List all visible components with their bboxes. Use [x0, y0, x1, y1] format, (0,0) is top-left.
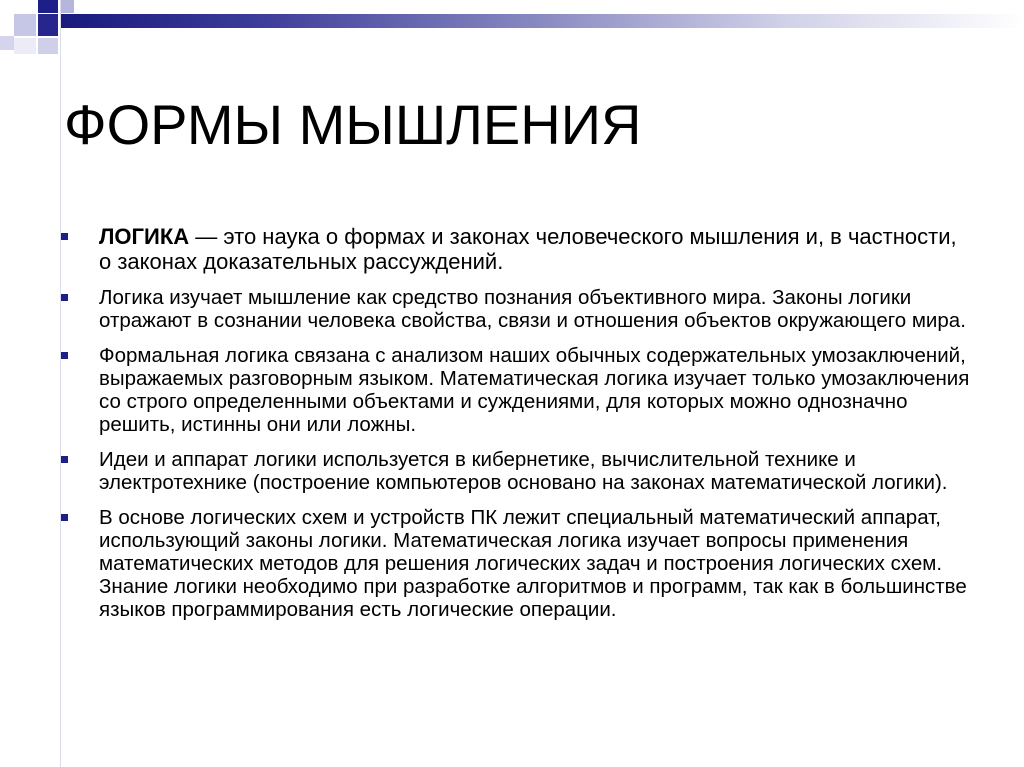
bullet-text: Идеи и аппарат логики используется в кибернетике, вычислительной технике и электротехнике (построение компьютеров основано на законах математической логики). [99, 448, 948, 494]
square-bullet-icon [61, 352, 68, 359]
bullet-item [60, 344, 970, 436]
square-bullet-icon [61, 233, 68, 240]
header-gradient-bar [60, 14, 1024, 28]
bullet-text: — это наука о формах и законах человеческого мышления и, в частности, о законах доказательных рассуждений. [99, 224, 957, 274]
square-bullet-icon [61, 514, 68, 521]
decor-square [0, 36, 14, 50]
bullet-item [60, 448, 970, 494]
square-bullet-icon [61, 294, 68, 301]
bullet-text: В основе логических схем и устройств ПК лежит специальный математический аппарат, использующий законы логики. Математическая логика изучает вопросы применения математических методов для решения логических задач и построения логических схем. Знание логики необходимо при разработке алгоритмов и программ, так как в большинстве языков программирования есть логические операции. [99, 506, 967, 621]
bullet-text: Формальная логика связана с анализом наших обычных содержательных умозаключений, выражаемых разговорным языком. Математическая логика изучает только умозаключения со строго определенными объектами и суждениями, для которых можно однозначно решить, истинны они или ложны. [99, 344, 970, 436]
decor-square [14, 38, 36, 54]
bullet-list [60, 224, 970, 633]
decor-square [38, 0, 58, 13]
bullet-item [60, 286, 970, 332]
slide-title: ФОРМЫ МЫШЛЕНИЯ [64, 93, 642, 156]
bullet-term: ЛОГИКА [99, 224, 190, 249]
decor-square [14, 14, 36, 36]
bullet-item [60, 506, 970, 621]
decor-square [38, 38, 58, 54]
decor-square [60, 0, 74, 13]
decor-square [38, 14, 58, 36]
bullet-text: Логика изучает мышление как средство познания объективного мира. Законы логики отражают в сознании человека свойства, связи и отношения объектов окружающего мира. [99, 286, 966, 332]
square-bullet-icon [61, 456, 68, 463]
bullet-item [60, 224, 970, 274]
